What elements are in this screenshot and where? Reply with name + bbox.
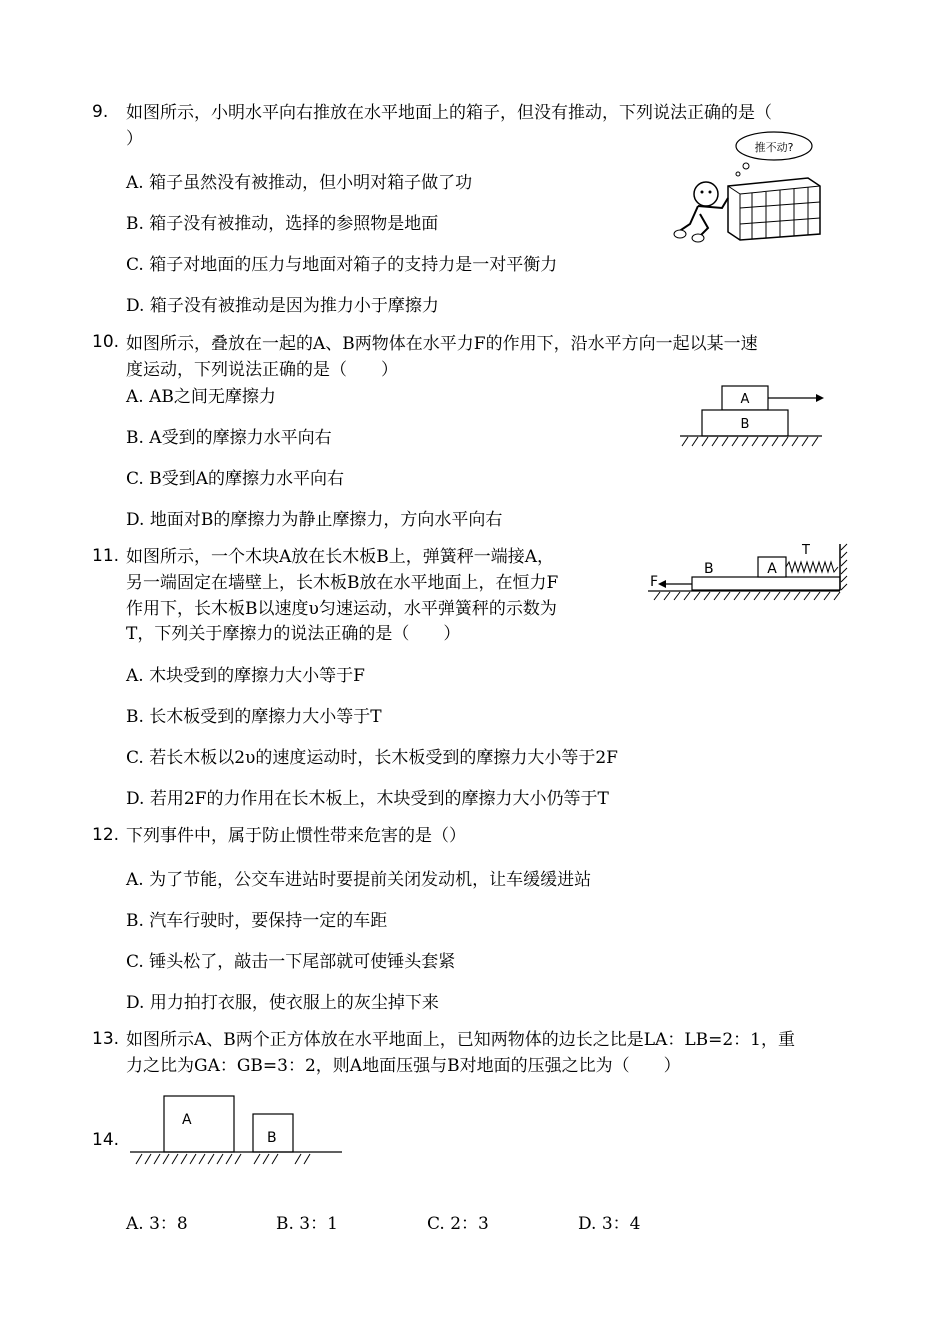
q12-option-c: C. 锤头松了，敲击一下尾部就可使锤头套紧 — [126, 952, 456, 972]
q9-number: 9. — [92, 102, 109, 122]
q12-stem: 下列事件中，属于防止惯性带来危害的是（） — [126, 826, 466, 846]
q10-label-a: A — [740, 392, 750, 407]
q11-figure-board-spring — [646, 540, 850, 604]
q10-figure-stacked-blocks — [676, 384, 826, 450]
q14-figure-cubes — [126, 1094, 346, 1166]
q11-number: 11. — [92, 546, 120, 566]
q10-number: 10. — [92, 332, 120, 352]
q14-label-b: B — [267, 1130, 277, 1146]
q12-number: 12. — [92, 825, 120, 845]
q11-option-c: C. 若长木板以2υ的速度运动时，长木板受到的摩擦力大小等于2F — [126, 748, 618, 768]
q11-stem-line3: 作用下，长木板B以速度υ匀速运动，水平弹簧秤的示数为 — [126, 599, 557, 619]
q9-option-b: B. 箱子没有被推动，选择的参照物是地面 — [126, 214, 439, 234]
q13-number: 13. — [92, 1029, 120, 1049]
q9-figure-boy-pushing-box — [668, 128, 828, 243]
q12-option-b: B. 汽车行驶时，要保持一定的车距 — [126, 911, 388, 931]
q11-option-a: A. 木块受到的摩擦力大小等于F — [126, 666, 365, 686]
q11-option-b: B. 长木板受到的摩擦力大小等于T — [126, 707, 382, 727]
q9-bubble-text: 推不动? — [754, 141, 794, 154]
q14-label-a: A — [182, 1112, 192, 1128]
q14-option-d: D. 3：4 — [578, 1214, 641, 1234]
q14-option-b: B. 3：1 — [276, 1214, 338, 1234]
q11-label-t: T — [802, 543, 810, 558]
q10-stem-line1: 如图所示，叠放在一起的A、B两物体在水平力F的作用下，沿水平方向一起以某一速 — [126, 334, 758, 354]
q13-stem-line1: 如图所示A、B两个正方体放在水平地面上，已知两物体的边长之比是LA：LB=2：1，重 — [126, 1030, 795, 1050]
q11-label-b: B — [704, 561, 714, 577]
q11-stem-line2: 另一端固定在墙壁上，长木板B放在水平地面上，在恒力F — [126, 573, 559, 593]
q10-label-b: B — [740, 417, 750, 432]
q9-option-c: C. 箱子对地面的压力与地面对箱子的支持力是一对平衡力 — [126, 255, 558, 275]
q14-number: 14. — [92, 1130, 120, 1150]
q11-stem-line4: T，下列关于摩擦力的说法正确的是（ ） — [126, 624, 461, 644]
q9-stem-line2: ） — [126, 129, 143, 149]
q11-stem-line1: 如图所示，一个木块A放在长木板B上，弹簧秤一端接A， — [126, 547, 555, 567]
q14-option-a: A. 3：8 — [126, 1214, 188, 1234]
q9-option-a: A. 箱子虽然没有被推动，但小明对箱子做了功 — [126, 173, 473, 193]
q12-option-d: D. 用力拍打衣服，使衣服上的灰尘掉下来 — [126, 993, 439, 1013]
q13-stem-line2: 力之比为GA：GB=3：2，则A地面压强与B对地面的压强之比为（ ） — [126, 1056, 681, 1076]
q11-option-d: D. 若用2F的力作用在长木板上，木块受到的摩擦力大小仍等于T — [126, 789, 609, 809]
q10-option-c: C. B受到A的摩擦力水平向右 — [126, 469, 344, 489]
q10-option-d: D. 地面对B的摩擦力为静止摩擦力，方向水平向右 — [126, 510, 503, 530]
q11-label-a: A — [767, 561, 777, 577]
q12-option-a: A. 为了节能，公交车进站时要提前关闭发动机，让车缓缓进站 — [126, 870, 592, 890]
q9-option-d: D. 箱子没有被推动是因为推力小于摩擦力 — [126, 296, 439, 316]
q14-option-c: C. 2：3 — [427, 1214, 489, 1234]
q10-option-b: B. A受到的摩擦力水平向右 — [126, 428, 332, 448]
q9-stem-line1: 如图所示，小明水平向右推放在水平地面上的箱子，但没有推动，下列说法正确的是（ — [126, 103, 772, 123]
q10-option-a: A. AB之间无摩擦力 — [126, 387, 276, 407]
q10-stem-line2: 度运动，下列说法正确的是（ ） — [126, 360, 398, 380]
q11-label-f: F — [650, 574, 659, 590]
